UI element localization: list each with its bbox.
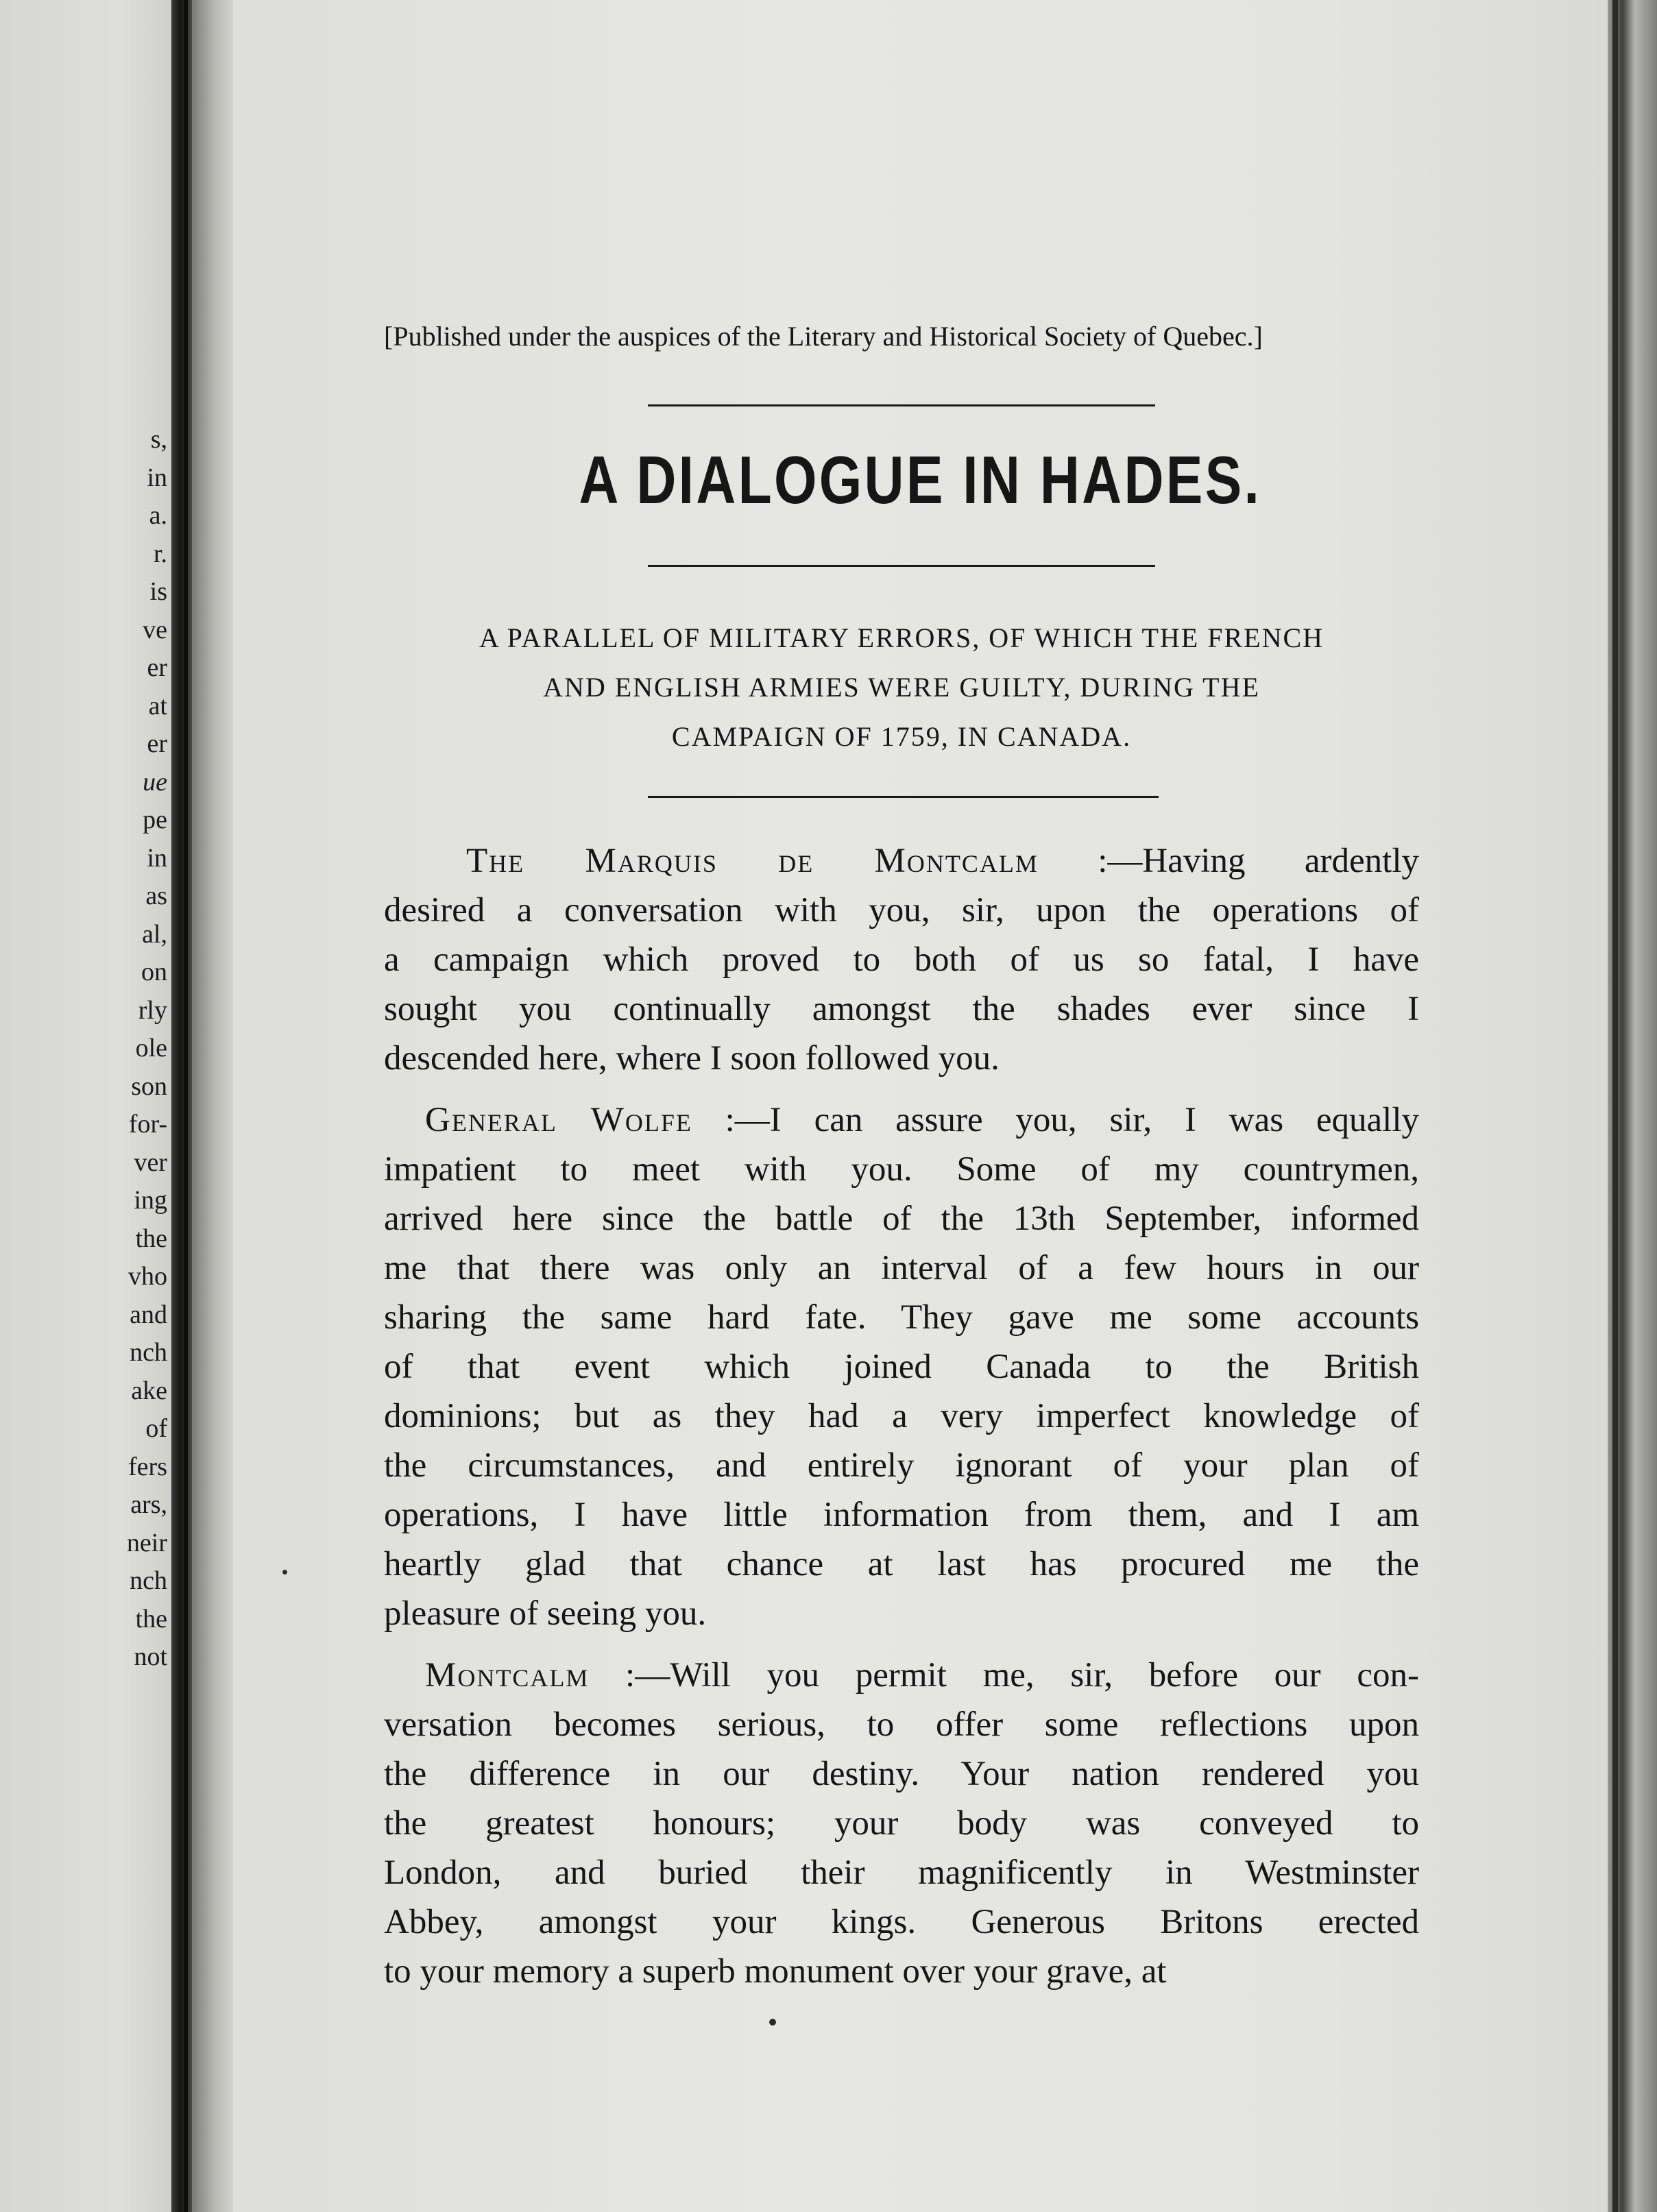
- text-line: the difference in our destiny. Your nation rendered you: [384, 1755, 1419, 1793]
- facing-page-fragment: er: [147, 653, 167, 682]
- facing-page-fragment: fers: [128, 1452, 167, 1481]
- subtitle: [384, 613, 1419, 762]
- facing-page-fragment: ake: [131, 1376, 167, 1405]
- facing-page-fragment: the: [135, 1604, 167, 1633]
- facing-page-fragment: rly: [138, 995, 167, 1025]
- text-line: [384, 1651, 1419, 1700]
- text-line: of that event which joined Canada to the British: [384, 1348, 1419, 1386]
- line-text: :—Having ardently: [1038, 842, 1419, 880]
- facing-page-fragment: nch: [130, 1338, 167, 1367]
- print-speck: [282, 1570, 287, 1575]
- text-line: pleasure of seeing you.: [384, 1594, 707, 1633]
- text-line: a campaign which proved to both of us so fatal, I have: [384, 940, 1419, 979]
- dialogue-paragraph: [384, 1651, 1419, 1996]
- facing-page-fragment: al,: [142, 919, 167, 949]
- text-line: impatient to meet with you. Some of my countrymen,: [384, 1150, 1419, 1189]
- facing-page-fragment: and: [130, 1300, 167, 1329]
- facing-page-fragment: neir: [126, 1528, 167, 1557]
- text-line: sought you continually amongst the shades ever since I: [384, 990, 1419, 1028]
- text-line: descended here, where I soon followed you.: [384, 1039, 1000, 1078]
- rule-below-subtitle: [648, 796, 1159, 798]
- text-line: to your memory a superb monument over your grave, at: [384, 1952, 1167, 1991]
- text-line: desired a conversation with you, sir, upon the operations of: [384, 891, 1419, 929]
- facing-page-fragment: not: [134, 1642, 167, 1671]
- facing-page-edge: [0, 0, 171, 2212]
- rule-below-title: [648, 565, 1155, 567]
- facing-page-fragment: at: [148, 691, 167, 720]
- facing-page-fragment: ars,: [130, 1490, 167, 1519]
- facing-page-fragment: vho: [128, 1262, 167, 1291]
- facing-page-fragment: er: [147, 729, 167, 758]
- speaker-name: The Marquis de Montcalm: [466, 842, 1039, 880]
- facing-page-fragment: r.: [153, 539, 167, 568]
- dialogue-body: [384, 836, 1419, 2008]
- facing-page-fragment: of: [145, 1414, 167, 1443]
- facing-page-fragment: pe: [143, 805, 167, 834]
- text-line: operations, I have little information from them, and I am: [384, 1496, 1419, 1534]
- gutter-shadow-line: [184, 0, 188, 2212]
- facing-page-fragment: on: [141, 958, 167, 986]
- speaker-name: General Wolfe: [425, 1101, 692, 1139]
- text-line: dominions; but as they had a very imperfect knowledge of: [384, 1397, 1419, 1435]
- page-title: A DIALOGUE IN HADES.: [579, 442, 1262, 518]
- text-line: sharing the same hard fate. They gave me some accounts: [384, 1298, 1419, 1337]
- gutter-shade: [192, 0, 233, 2212]
- facing-page-fragment: in: [147, 463, 167, 492]
- facing-page-fragment: ve: [143, 615, 167, 644]
- facing-page-fragment: ing: [134, 1186, 167, 1215]
- text-line: [384, 836, 1419, 886]
- line-text: :—Will you permit me, sir, before our con-: [589, 1656, 1419, 1694]
- subtitle-line: AND ENGLISH ARMIES WERE GUILTY, DURING THE: [543, 672, 1260, 703]
- text-line: the circumstances, and entirely ignorant of your plan of: [384, 1446, 1419, 1485]
- facing-page-fragment: as: [145, 882, 167, 910]
- subtitle-line: CAMPAIGN OF 1759, IN CANADA.: [671, 721, 1132, 752]
- facing-page-fragment: ole: [135, 1034, 167, 1062]
- text-line: heartly glad that chance at last has procured me the: [384, 1545, 1419, 1583]
- facing-page-fragment: nch: [130, 1566, 167, 1595]
- text-line: versation becomes serious, to offer some reflections upon: [384, 1705, 1419, 1744]
- book-gutter: [171, 0, 192, 2212]
- publication-imprint: [Published under the auspices of the Literary and Historical Society of Quebec.]: [384, 321, 1263, 352]
- dialogue-paragraph: [384, 1095, 1419, 1638]
- text-line: arrived here since the battle of the 13th September, informed: [384, 1200, 1419, 1238]
- facing-page-fragment: son: [131, 1071, 167, 1101]
- facing-page-fragment: is: [149, 577, 167, 606]
- speaker-name: Montcalm: [425, 1656, 590, 1694]
- facing-page-fragment: for-: [128, 1110, 167, 1139]
- dialogue-paragraph: [384, 836, 1419, 1083]
- facing-page-fragment: the: [135, 1224, 167, 1253]
- print-speck: [769, 2019, 776, 2026]
- text-line: Abbey, amongst your kings. Generous Britons erected: [384, 1903, 1419, 1941]
- facing-page-fragment: a.: [149, 501, 167, 530]
- line-text: :—I can assure you, sir, I was equally: [692, 1101, 1419, 1139]
- text-line: London, and buried their magnificently in Westminster: [384, 1854, 1419, 1892]
- text-line: the greatest honours; your body was conveyed to: [384, 1804, 1419, 1843]
- page-right-edge-line: [1612, 0, 1618, 2212]
- rule-above-title: [648, 404, 1155, 406]
- facing-page-fragment: ver: [134, 1147, 167, 1177]
- subtitle-line: A PARALLEL OF MILITARY ERRORS, OF WHICH THE FRENCH: [479, 622, 1325, 653]
- facing-page-fragment: ue: [143, 767, 167, 797]
- facing-page-fragment: in: [147, 843, 167, 873]
- text-line: [384, 1095, 1419, 1145]
- text-line: me that there was only an interval of a few hours in our: [384, 1249, 1419, 1287]
- facing-page-fragment: s,: [150, 425, 167, 454]
